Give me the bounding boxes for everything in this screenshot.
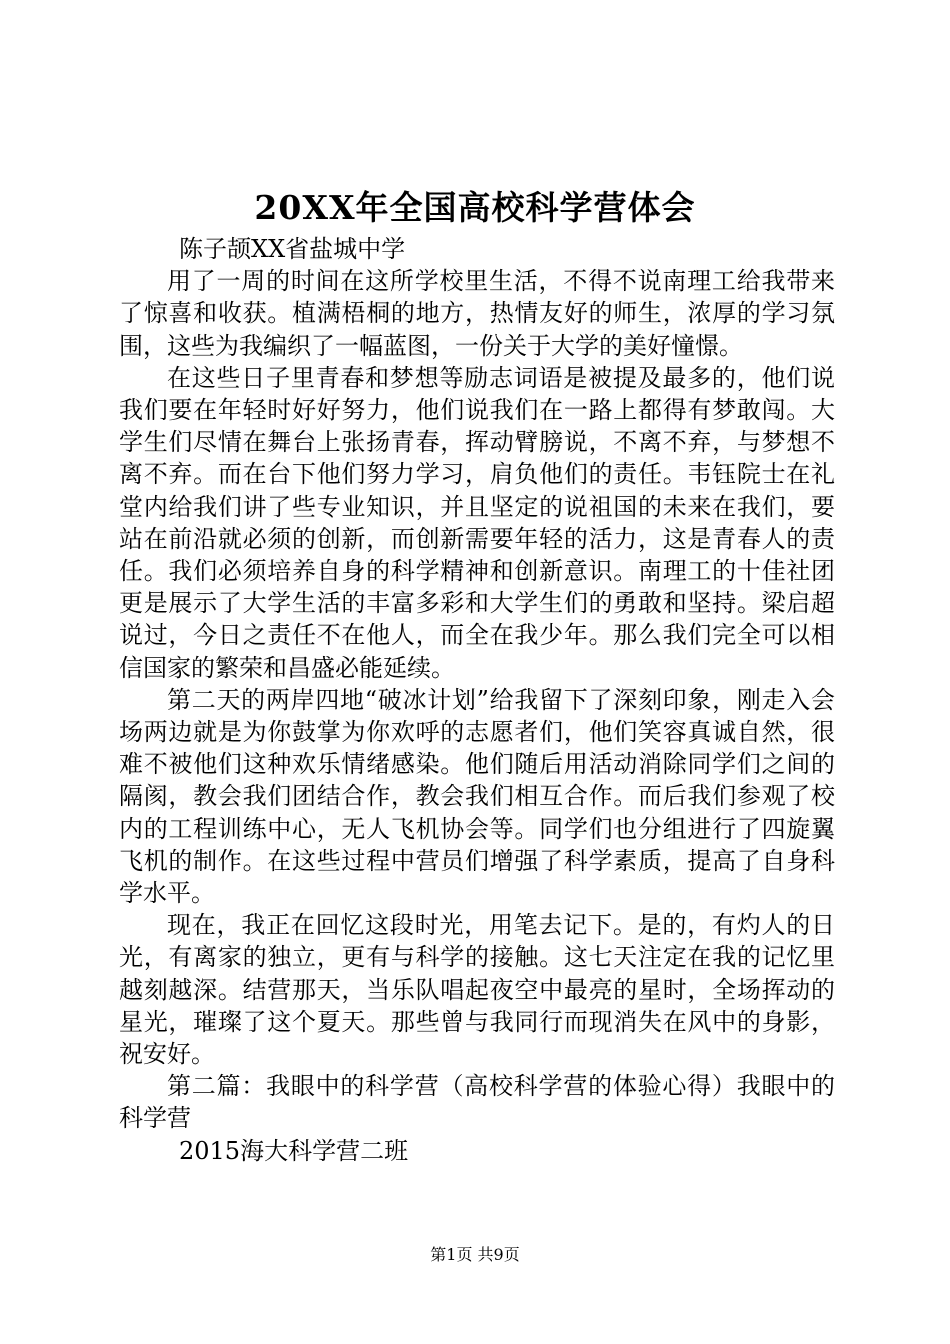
paragraph-2: 在这些日子里青春和梦想等励志词语是被提及最多的，他们说我们要在年轻时好好努力，他们说我们在一路上都得有梦敢闯。大学生们尽情在舞台上张扬青春，挥动臂膀说，不离不弃，与梦想不离不弃。而在台下他们努力学习，肩负他们的责任。韦钰院士在礼堂内给我们讲了些专业知识，并且坚定的说祖国的未来在我们，要站在前沿就必须的创新，而创新需要年轻的活力，这是青春人的责任。我们必须培养自身的科学精神和创新意识。南理工的十佳社团更是展示了大学生活的丰富多彩和大学生们的勇敢和坚持。梁启超说过，今日之责任不在他人，而全在我少年。那么我们完全可以相信国家的繁荣和昌盛必能延续。 (119, 363, 835, 682)
document-title: 20XX年全国高校科学营体会 (254, 188, 696, 227)
paragraph-4: 现在，我正在回忆这段时光，用笔去记下。是的，有灼人的日光，有离家的独立，更有与科学的接触。这七天注定在我的记忆里越刻越深。结营那天，当乐队唱起夜空中最亮的星时，全场挥动的星光，璀璨了这个夏天。那些曾与我同行而现消失在风中的身影，祝安好。 (119, 911, 835, 1069)
paragraph-5: 第二篇：我眼中的科学营（高校科学营的体验心得）我眼中的科学营 (119, 1072, 835, 1133)
paragraph-1: 用了一周的时间在这所学校里生活，不得不说南理工给我带来了惊喜和收获。植满梧桐的地方，热情友好的师生，浓厚的学习氛围，这些为我编织了一幅蓝图，一份关于大学的美好憧憬。 (119, 267, 835, 360)
paragraph-3: 第二天的两岸四地“破冰计划”给我留下了深刻印象，刚走入会场两边就是为你鼓掌为你欢呼的志愿者们，他们笑容真诚自然，很难不被他们这种欢乐情绪感染。他们随后用活动消除同学们之间的隔阂，教会我们团结合作，教会我们相互合作。而后我们参观了校内的工程训练中心，无人飞机协会等。同学们也分组进行了四旋翼飞机的制作。在这些过程中营员们增强了科学素质，提高了自身科学水平。 (119, 685, 835, 908)
document-body (119, 233, 835, 1167)
page-footer: 第1页 共9页 (430, 1245, 520, 1264)
class-line: 2015海大科学营二班 (179, 1136, 409, 1165)
author-line: 陈子颉XX省盐城中学 (179, 235, 406, 263)
